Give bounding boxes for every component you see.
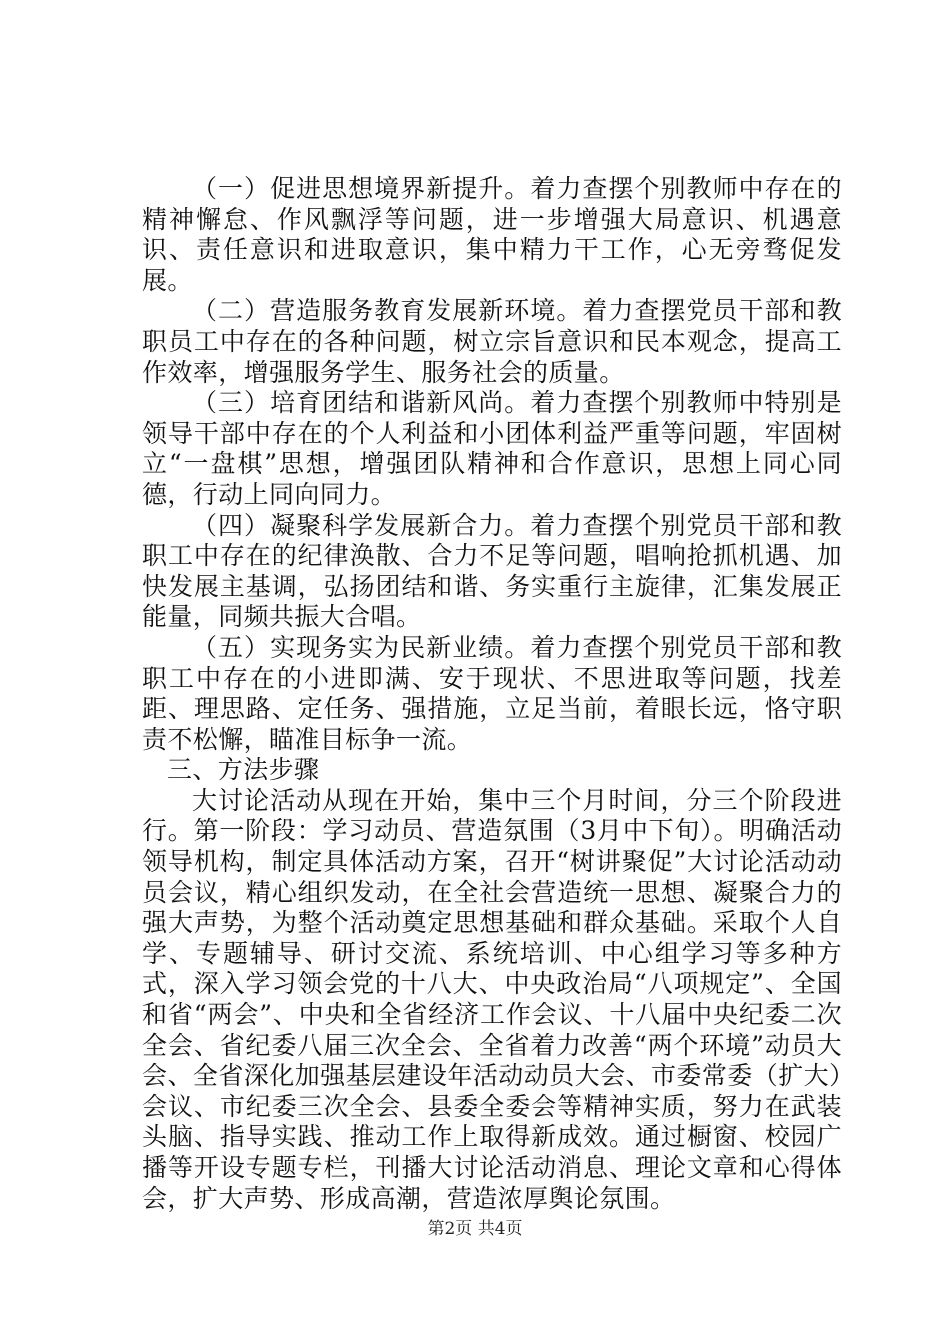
paragraph-3: （三）培育团结和谐新风尚。着力查摆个别教师中特别是领导干部中存在的个人利益和小团体利益严重等问题，牢固树立“一盘棋”思想，增强团队精神和合作意识，思想上同心同德，行动上同向同力。 xyxy=(142,388,842,509)
paragraph-2: （二）营造服务教育发展新环境。着力查摆党员干部和教职员工中存在的各种问题，树立宗旨意识和民本观念，提高工作效率，增强服务学生、服务社会的质量。 xyxy=(142,296,842,387)
document-body xyxy=(142,174,842,1214)
paragraph-4: （四）凝聚科学发展新合力。着力查摆个别党员干部和教职工中存在的纪律涣散、合力不足等问题，唱响抢抓机遇、加快发展主基调，弘扬团结和谐、务实重行主旋律，汇集发展正能量，同频共振大合唱。 xyxy=(142,510,842,632)
method-paragraph: 大讨论活动从现在开始，集中三个月时间，分三个阶段进行。第一阶段：学习动员、营造氛围（3月中下旬）。明确活动领导机构，制定具体活动方案，召开“树讲聚促”大讨论活动动员会议，精心组织发动，在全社会营造统一思想、凝聚合力的强大声势，为整个活动奠定思想基础和群众基础。采取个人自学、专题辅导、研讨交流、系统培训、中心组学习等多种方式，深入学习领会党的十八大、中央政治局“八项规定”、全国和省“两会”、中央和全省经济工作会议、十八届中央纪委二次全会、省纪委八届三次全会、全省着力改善“两个环境”动员大会、全省深化加强基层建设年活动动员大会、市委常委（扩大）会议、市纪委三次全会、县委全委会等精神实质，努力在武装头脑、指导实践、推动工作上取得新成效。通过橱窗、校园广播等开设专题专栏，刊播大讨论活动消息、理论文章和心得体会，扩大声势、形成高潮，营造浓厚舆论氛围。 xyxy=(142,785,842,1213)
page-footer: 第2页 共4页 xyxy=(427,1219,523,1239)
section-heading: 三、方法步骤 xyxy=(167,755,320,785)
paragraph-5: （五）实现务实为民新业绩。着力查摆个别党员干部和教职工中存在的小进即满、安于现状、不思进取等问题，找差距、理思路、定任务、强措施，立足当前，着眼长远，恪守职责不松懈，瞄准目标争一流。 xyxy=(142,632,842,754)
paragraph-1: （一）促进思想境界新提升。着力查摆个别教师中存在的精神懈怠、作风飘浮等问题，进一步增强大局意识、机遇意识、责任意识和进取意识，集中精力干工作，心无旁骛促发展。 xyxy=(142,174,842,295)
